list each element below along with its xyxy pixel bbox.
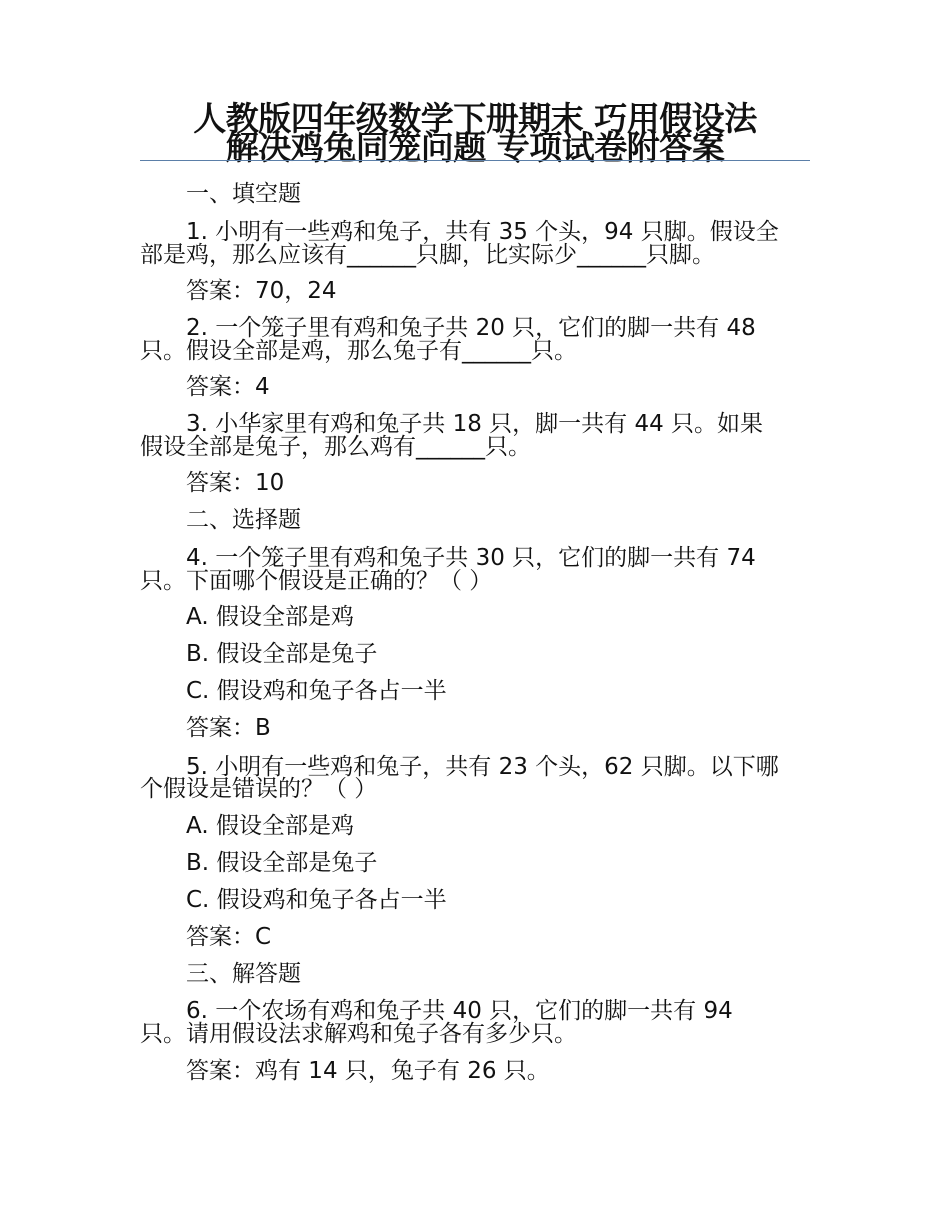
question-5-line-2: 个假设是错误的？（ ）	[140, 776, 378, 802]
question-3-line-2: 假设全部是兔子，那么鸡有______只。	[140, 434, 531, 460]
question-4-option-a: A. 假设全部是鸡	[186, 604, 354, 630]
question-4-line-2: 只。下面哪个假设是正确的？（ ）	[140, 568, 493, 594]
question-2-answer: 答案：4	[186, 374, 270, 400]
question-1-answer: 答案：70，24	[186, 278, 337, 304]
page-title-line-2: 解决鸡兔同笼问题 专项试卷附答案	[225, 128, 725, 167]
question-2-line-2: 只。假设全部是鸡，那么兔子有______只。	[140, 338, 577, 364]
title-divider	[140, 160, 810, 161]
section-heading-fill-in: 一、填空题	[186, 181, 301, 207]
question-4-option-b: B. 假设全部是兔子	[186, 641, 378, 667]
question-5-option-a: A. 假设全部是鸡	[186, 813, 354, 839]
question-5-line-1: 5. 小明有一些鸡和兔子，共有 23 个头，62 只脚。以下哪	[186, 754, 779, 780]
question-1-line-2: 部是鸡，那么应该有______只脚，比实际少______只脚。	[140, 242, 715, 268]
page-title	[140, 99, 810, 167]
question-4-line-1: 4. 一个笼子里有鸡和兔子共 30 只，它们的脚一共有 74	[186, 545, 756, 571]
question-4-option-c: C. 假设鸡和兔子各占一半	[186, 678, 447, 704]
question-5-answer: 答案：C	[186, 924, 272, 950]
question-6-answer: 答案：鸡有 14 只，兔子有 26 只。	[186, 1058, 550, 1084]
question-5-option-c: C. 假设鸡和兔子各占一半	[186, 887, 447, 913]
question-4-answer: 答案：B	[186, 715, 271, 741]
question-6-line-1: 6. 一个农场有鸡和兔子共 40 只，它们的脚一共有 94	[186, 998, 733, 1024]
question-2-line-1: 2. 一个笼子里有鸡和兔子共 20 只，它们的脚一共有 48	[186, 315, 756, 341]
section-heading-solve: 三、解答题	[186, 961, 301, 987]
question-3-line-1: 3. 小华家里有鸡和兔子共 18 只，脚一共有 44 只。如果	[186, 411, 764, 437]
question-3-answer: 答案：10	[186, 470, 285, 496]
section-heading-choice: 二、选择题	[186, 507, 301, 533]
question-1-line-1: 1. 小明有一些鸡和兔子，共有 35 个头，94 只脚。假设全	[186, 219, 779, 245]
page-title-line-1: 人教版四年级数学下册期末 巧用假设法	[193, 99, 757, 138]
question-6-line-2: 只。请用假设法求解鸡和兔子各有多少只。	[140, 1021, 577, 1047]
question-5-option-b: B. 假设全部是兔子	[186, 850, 378, 876]
